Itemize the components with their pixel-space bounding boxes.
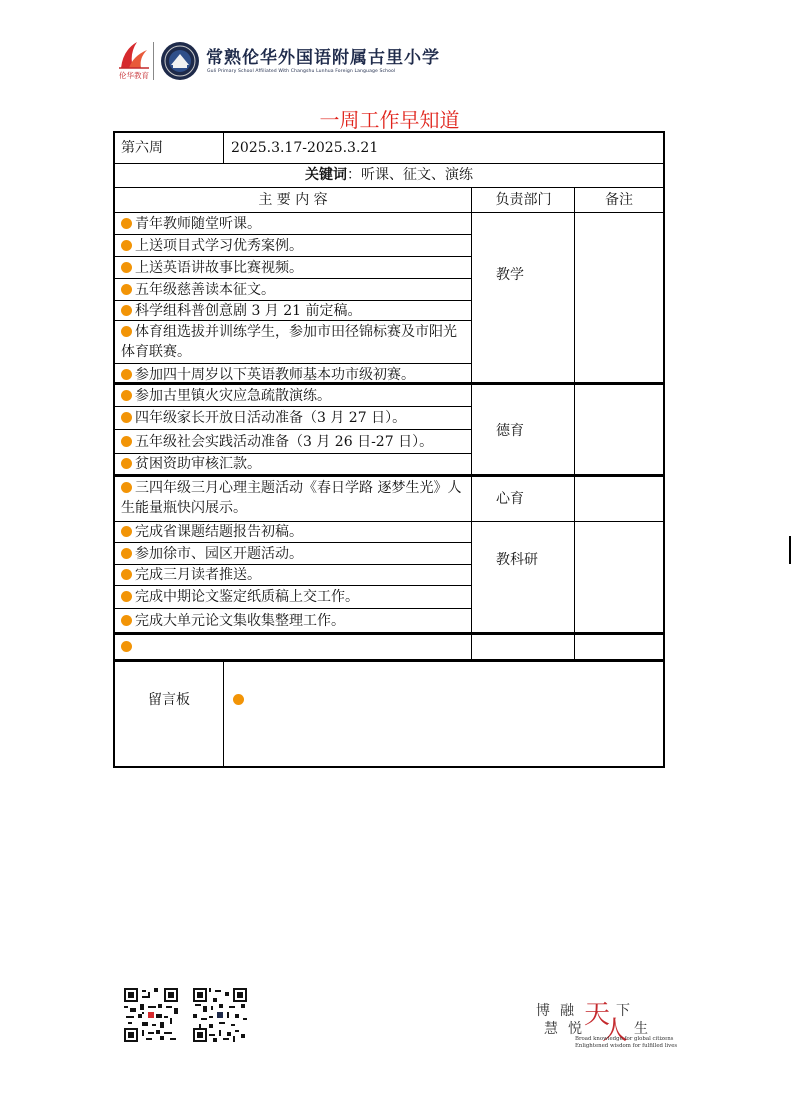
col-header-content: 主 要 内 容 <box>258 192 328 208</box>
dept-label: 教科研 <box>496 552 538 568</box>
bullet-dot-icon <box>121 284 132 295</box>
motto-char: 博 <box>536 1003 550 1019</box>
brand-logo <box>117 40 151 70</box>
header-divider <box>153 42 154 80</box>
column-header-row <box>115 188 663 213</box>
group-psych <box>115 477 663 522</box>
group-items <box>115 213 471 385</box>
bullet-dot-icon <box>121 548 132 559</box>
list-item: 上送项目式学习优秀案例。 <box>115 235 471 257</box>
list-item: 五年级社会实践活动准备（3 月 26 日-27 日）。 <box>115 430 471 454</box>
school-name: 常熟伦华外国语附属古里小学 <box>206 48 440 68</box>
keywords-separator: ： <box>347 167 361 183</box>
empty-row <box>115 635 663 662</box>
dept-label: 德育 <box>496 423 524 439</box>
message-board-label: 留言板 <box>148 692 190 708</box>
bullet-dot-icon <box>233 694 244 705</box>
bullet-dot-icon <box>121 436 132 447</box>
brand-text: 伦华教育 <box>119 71 149 80</box>
school-motto <box>536 996 678 1052</box>
col-header-note: 备注 <box>605 192 633 208</box>
motto-char-accent: 人 <box>602 1016 629 1046</box>
list-item: 完成中期论文鉴定纸质稿上交工作。 <box>115 586 471 609</box>
bullet-dot-icon <box>121 240 132 251</box>
list-item: 科学组科普创意剧 3 月 21 前定稿。 <box>115 301 471 321</box>
empty-bullet <box>121 637 135 659</box>
dept-label: 教学 <box>496 267 524 283</box>
group-moral <box>115 385 663 477</box>
list-item: 四年级家长开放日活动准备（3 月 27 日）。 <box>115 407 471 430</box>
list-item: 青年教师随堂听课。 <box>115 213 471 235</box>
list-item: 完成三月读者推送。 <box>115 565 471 586</box>
bullet-dot-icon <box>121 326 132 337</box>
list-item: 贫困资助审核汇款。 <box>115 454 471 474</box>
message-board-row <box>115 662 663 766</box>
bullet-dot-icon <box>121 458 132 469</box>
weekly-plan-table <box>113 131 665 768</box>
list-item: 完成省课题结题报告初稿。 <box>115 522 471 543</box>
motto-char: 慧 <box>544 1021 558 1037</box>
motto-char: 融 <box>560 1003 574 1019</box>
bullet-dot-icon <box>121 569 132 580</box>
page-title: 一周工作早知道 <box>319 108 460 132</box>
motto-char: 下 <box>616 1003 630 1019</box>
bullet-dot-icon <box>121 526 132 537</box>
bullet-dot-icon <box>121 390 132 401</box>
week-row <box>115 133 663 164</box>
keywords-text: 听课、征文、演练 <box>361 167 473 183</box>
group-items <box>115 522 471 632</box>
dept-label: 心育 <box>496 491 524 507</box>
motto-en-line1: Broad knowledge for global citizens <box>575 1036 674 1042</box>
school-name-en: Guli Primary School Affiliated With Changshu Lunhua Foreign Language School <box>207 69 396 74</box>
qr-code-2 <box>193 988 247 1046</box>
bullet-dot-icon <box>121 262 132 273</box>
list-item: 参加四十周岁以下英语教师基本功市级初赛。 <box>115 364 471 385</box>
keywords-row <box>115 164 663 188</box>
week-label: 第六周 <box>121 140 163 156</box>
bullet-dot-icon <box>121 412 132 423</box>
group-items <box>115 477 471 521</box>
group-items <box>115 385 471 474</box>
group-teaching <box>115 213 663 385</box>
bullet-dot-icon <box>121 218 132 229</box>
list-item: 参加徐市、园区开题活动。 <box>115 543 471 565</box>
message-board-content <box>233 690 247 766</box>
motto-char: 生 <box>634 1021 648 1037</box>
list-item: 完成大单元论文集收集整理工作。 <box>115 609 471 632</box>
bullet-dot-icon <box>121 591 132 602</box>
motto-char: 悦 <box>568 1021 582 1037</box>
week-dates: 2025.3.17-2025.3.21 <box>231 140 379 156</box>
bullet-dot-icon <box>121 615 132 626</box>
list-item: 上送英语讲故事比赛视频。 <box>115 257 471 279</box>
motto-en-line2: Enlightened wisdom for fulfilled lives <box>575 1043 678 1049</box>
bullet-dot-icon <box>121 369 132 380</box>
list-item: 体育组选拔并训练学生，参加市田径锦标赛及市阳光体育联赛。 <box>115 321 471 364</box>
list-item: 参加古里镇火灾应急疏散演练。 <box>115 385 471 407</box>
col-header-dept: 负责部门 <box>495 192 552 208</box>
bullet-dot-icon <box>121 641 132 652</box>
list-item: 五年级慈善读本征文。 <box>115 279 471 301</box>
motto-char-accent: 天 <box>584 1000 611 1030</box>
bullet-dot-icon <box>121 482 132 493</box>
school-emblem <box>160 41 200 81</box>
qr-code-1 <box>124 988 178 1046</box>
list-item: 三四年级三月心理主题活动《春日学路 逐梦生光》人生能量瓶快闪展示。 <box>121 480 462 516</box>
edge-mark <box>789 536 791 564</box>
keywords-label: 关键词 <box>305 167 347 183</box>
group-research <box>115 522 663 635</box>
bullet-dot-icon <box>121 305 132 316</box>
